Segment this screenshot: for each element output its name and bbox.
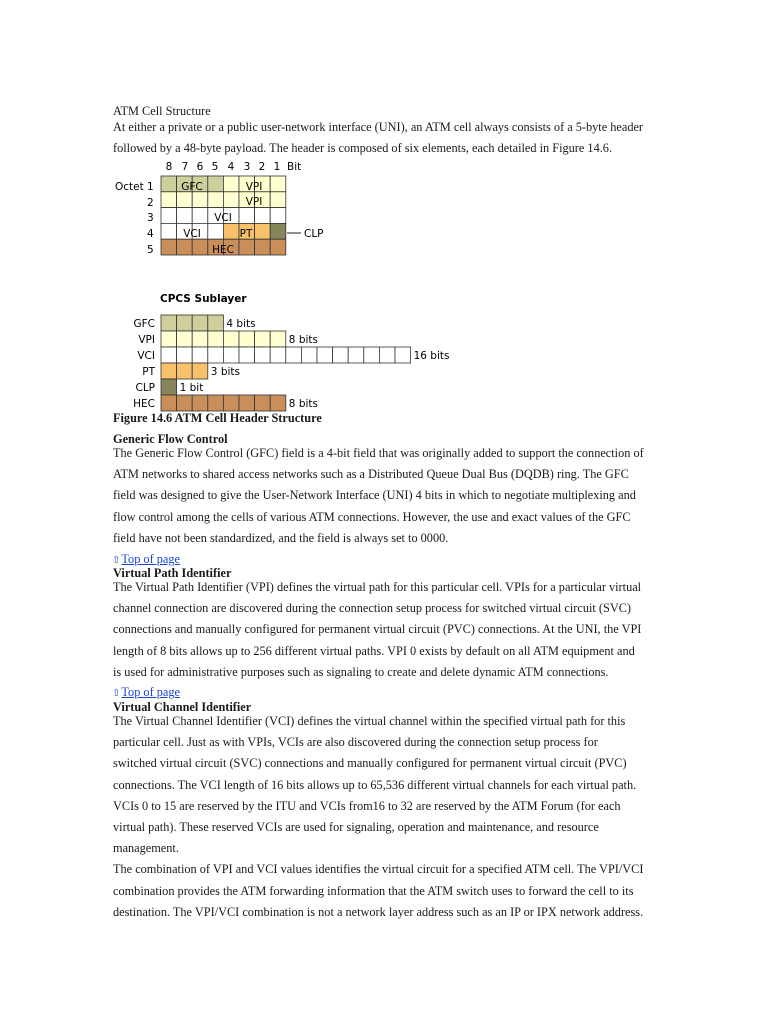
sublayer-row-label: HEC bbox=[133, 398, 155, 410]
field-label-vpi: VPI bbox=[245, 196, 263, 208]
body-line: switched virtual circuit (SVC) connections and manually configured for permanent virtual circuit (PVC) bbox=[113, 756, 627, 771]
header-bit-cell bbox=[255, 239, 271, 255]
body-line: field have not been standardized, and the field is always set to 0000. bbox=[113, 530, 449, 545]
header-bit-cell bbox=[223, 176, 239, 192]
sublayer-bit-cell bbox=[192, 331, 208, 347]
figure-caption: Figure 14.6 ATM Cell Header Structure bbox=[113, 411, 322, 425]
bit-number: 5 bbox=[211, 161, 219, 173]
body-line: length of 8 bits allows up to 256 different virtual paths. VPI 0 exists by default on all ATM equipment and bbox=[113, 643, 635, 658]
sublayer-bit-cell bbox=[255, 331, 271, 347]
bit-number: 1 bbox=[273, 161, 281, 173]
sublayer-bit-cell bbox=[395, 347, 411, 363]
top-of-page-label[interactable]: Top of page bbox=[121, 552, 180, 566]
sublayer-bit-cell bbox=[333, 347, 349, 363]
sublayer-bit-count: 16 bits bbox=[413, 350, 450, 362]
header-bit-cell bbox=[192, 239, 208, 255]
sublayer-bit-cell bbox=[239, 347, 255, 363]
header-bit-cell bbox=[208, 192, 224, 208]
sublayer-bit-cell bbox=[364, 347, 380, 363]
octet-number: 4 bbox=[147, 228, 154, 240]
header-bit-cell bbox=[177, 208, 193, 224]
header-bit-cell bbox=[161, 208, 177, 224]
body-line: connections. The VCI length of 16 bits allows up to 65,536 different virtual channels for each virtual path. bbox=[113, 777, 637, 792]
page-title: ATM Cell Structure bbox=[113, 104, 211, 118]
sublayer-bit-count: 1 bit bbox=[179, 382, 204, 394]
body-line: flow control among the cells of various ATM connections. However, the use and exact values of the GFC bbox=[113, 509, 631, 524]
body-line: channel connection are discovered during the connection setup process for switched virtual circuit (SVC) bbox=[113, 601, 632, 616]
header-bit-cell bbox=[161, 239, 177, 255]
header-bit-cell bbox=[161, 176, 177, 192]
sublayer-bit-cell bbox=[192, 347, 208, 363]
sublayer-bit-cell bbox=[255, 395, 271, 411]
header-bit-cell bbox=[239, 239, 255, 255]
bit-number: 4 bbox=[227, 161, 235, 173]
header-bit-cell bbox=[270, 192, 286, 208]
header-bit-cell bbox=[255, 208, 271, 224]
top-of-page-label[interactable]: Top of page bbox=[121, 685, 180, 699]
intro-line: followed by a 48-byte payload. The header is composed of six elements, each detailed in Figure 14.6. bbox=[113, 141, 613, 156]
sublayer-row-label: CLP bbox=[135, 382, 155, 394]
body-line: VCIs 0 to 15 are reserved by the ITU and VCIs from16 to 32 are reserved by the ATM Forum (for each bbox=[113, 798, 621, 813]
body-line: destination. The VPI/VCI combination is not a network layer address such as an IP or IPX network address. bbox=[113, 904, 644, 919]
octet-label: Octet bbox=[115, 181, 144, 193]
section-heading-gfc: Generic Flow Control bbox=[113, 432, 228, 446]
sublayer-row-label: VCI bbox=[137, 350, 155, 362]
header-bit-cell bbox=[177, 239, 193, 255]
body-line: The Virtual Channel Identifier (VCI) defines the virtual channel within the specified virtual path for this bbox=[113, 714, 626, 728]
section-body-vpi bbox=[113, 577, 658, 683]
sublayer-bit-cell bbox=[317, 347, 333, 363]
sublayer-title: CPCS Sublayer bbox=[160, 293, 247, 305]
top-of-page-link[interactable] bbox=[112, 685, 180, 701]
bit-number: 7 bbox=[181, 161, 189, 173]
section-body-gfc bbox=[113, 443, 658, 549]
sublayer-bit-cell bbox=[348, 347, 364, 363]
header-bit-cell bbox=[192, 192, 208, 208]
sublayer-bit-cell bbox=[192, 315, 208, 331]
body-line: is used for administrative purposes such as signaling to create and delete dynamic ATM connections. bbox=[113, 664, 609, 679]
sublayer-bit-cell bbox=[270, 347, 286, 363]
sublayer-bit-cell bbox=[161, 347, 177, 363]
clp-label: CLP bbox=[304, 228, 324, 240]
sublayer-bit-cell bbox=[177, 315, 193, 331]
sublayer-bit-cell bbox=[223, 347, 239, 363]
sublayer-bit-cell bbox=[161, 379, 177, 395]
sublayer-bit-cell bbox=[177, 331, 193, 347]
sublayer-bit-cell bbox=[177, 395, 193, 411]
sublayer-bit-cell bbox=[286, 347, 302, 363]
sublayer-bit-cell bbox=[161, 331, 177, 347]
header-bit-cell bbox=[270, 208, 286, 224]
field-label-vpi: VPI bbox=[245, 181, 263, 193]
sublayer-bit-count: 3 bits bbox=[210, 366, 241, 378]
up-arrow-icon: ⇧ bbox=[112, 688, 121, 699]
section-body-vci bbox=[113, 711, 658, 923]
sublayer-bit-cell bbox=[192, 363, 208, 379]
section-heading-vci: Virtual Channel Identifier bbox=[113, 700, 252, 714]
sublayer-bit-cell bbox=[270, 395, 286, 411]
atm-header-diagram bbox=[105, 155, 345, 265]
sublayer-bit-cell bbox=[239, 395, 255, 411]
header-bit-cell bbox=[208, 223, 224, 239]
body-line: field was designed to give the User-Network Interface (UNI) 4 bits in which to negotiate multiplexing and bbox=[113, 488, 636, 503]
sublayer-bit-cell bbox=[255, 347, 271, 363]
body-line: The Virtual Path Identifier (VPI) defines the virtual path for this particular cell. VPIs for a particular virtual bbox=[113, 580, 642, 594]
sublayer-bit-cell bbox=[177, 363, 193, 379]
body-line: ATM networks to shared access networks such as a Distributed Queue Dual Bus (DQDB) ring. The GFC bbox=[113, 467, 629, 482]
field-label-vci: VCI bbox=[183, 228, 201, 240]
header-bit-cell bbox=[161, 223, 177, 239]
sublayer-bit-cell bbox=[223, 331, 239, 347]
sublayer-bit-cell bbox=[161, 395, 177, 411]
intro-paragraph bbox=[113, 117, 658, 159]
sublayer-bit-cell bbox=[379, 347, 395, 363]
body-line: particular cell. Just as with VPIs, VCIs are also discovered during the connection setup process for bbox=[113, 735, 598, 750]
octet-number: 1 bbox=[147, 181, 154, 193]
body-line: combination provides the ATM forwarding information that the ATM switch uses to forward the cell to its bbox=[113, 883, 634, 898]
octet-number: 3 bbox=[147, 212, 154, 224]
field-label-gfc: GFC bbox=[181, 181, 203, 193]
header-bit-cell bbox=[270, 223, 286, 239]
sublayer-bit-cell bbox=[270, 331, 286, 347]
cpcs-sublayer-diagram bbox=[105, 288, 465, 413]
bit-number: 8 bbox=[165, 161, 173, 173]
sublayer-rows bbox=[133, 315, 449, 411]
up-arrow-icon: ⇧ bbox=[112, 555, 121, 566]
bit-number-row bbox=[166, 161, 302, 173]
header-bit-cell bbox=[192, 208, 208, 224]
bit-number: 6 bbox=[196, 161, 204, 173]
sublayer-bit-cell bbox=[208, 395, 224, 411]
header-bit-cell bbox=[270, 176, 286, 192]
body-line: virtual path). These reserved VCIs are used for signaling, operation and maintenance, and resource bbox=[113, 820, 599, 835]
sublayer-row-label: VPI bbox=[138, 334, 155, 346]
section-heading-vpi: Virtual Path Identifier bbox=[113, 566, 232, 580]
field-label-hec: HEC bbox=[212, 244, 234, 256]
body-line: The Generic Flow Control (GFC) field is a 4-bit field that was originally added to support the connection of bbox=[113, 446, 644, 460]
intro-line: At either a private or a public user-network interface (UNI), an ATM cell always consists of a 5-byte header bbox=[113, 120, 644, 134]
header-bit-cell bbox=[208, 176, 224, 192]
header-bit-cell bbox=[270, 239, 286, 255]
field-label-vci: VCI bbox=[214, 212, 232, 224]
bit-number: 2 bbox=[258, 161, 266, 173]
octet-number: 2 bbox=[147, 197, 154, 209]
sublayer-bit-count: 8 bits bbox=[288, 334, 319, 346]
sublayer-bit-cell bbox=[208, 347, 224, 363]
bit-label: Bit bbox=[287, 161, 302, 173]
sublayer-bit-cell bbox=[301, 347, 317, 363]
body-line: connections and manually configured for permanent virtual circuit (PVC) connections. At the UNI, the VPI bbox=[113, 622, 642, 637]
field-label-pt: PT bbox=[239, 228, 253, 240]
sublayer-bit-cell bbox=[208, 331, 224, 347]
header-bit-cell bbox=[255, 223, 271, 239]
sublayer-bit-cell bbox=[161, 315, 177, 331]
header-bit-cell bbox=[223, 192, 239, 208]
sublayer-bit-cell bbox=[192, 395, 208, 411]
sublayer-row-label: PT bbox=[142, 366, 155, 378]
body-line: management. bbox=[113, 841, 179, 856]
header-bit-cell bbox=[239, 208, 255, 224]
sublayer-bit-cell bbox=[223, 395, 239, 411]
octet-number: 5 bbox=[147, 244, 154, 256]
sublayer-bit-cell bbox=[239, 331, 255, 347]
bit-number: 3 bbox=[243, 161, 251, 173]
header-bit-cell bbox=[223, 223, 239, 239]
sublayer-bit-count: 4 bits bbox=[226, 318, 256, 330]
sublayer-bit-cell bbox=[177, 347, 193, 363]
sublayer-bit-cell bbox=[208, 315, 224, 331]
header-bit-cell bbox=[161, 192, 177, 208]
sublayer-row-label: GFC bbox=[133, 318, 155, 330]
sublayer-bit-cell bbox=[161, 363, 177, 379]
header-bit-cell bbox=[177, 192, 193, 208]
body-line: The combination of VPI and VCI values identifies the virtual circuit for a specified ATM cell. The VPI/VCI bbox=[113, 862, 644, 877]
sublayer-bit-count: 8 bits bbox=[288, 398, 319, 410]
